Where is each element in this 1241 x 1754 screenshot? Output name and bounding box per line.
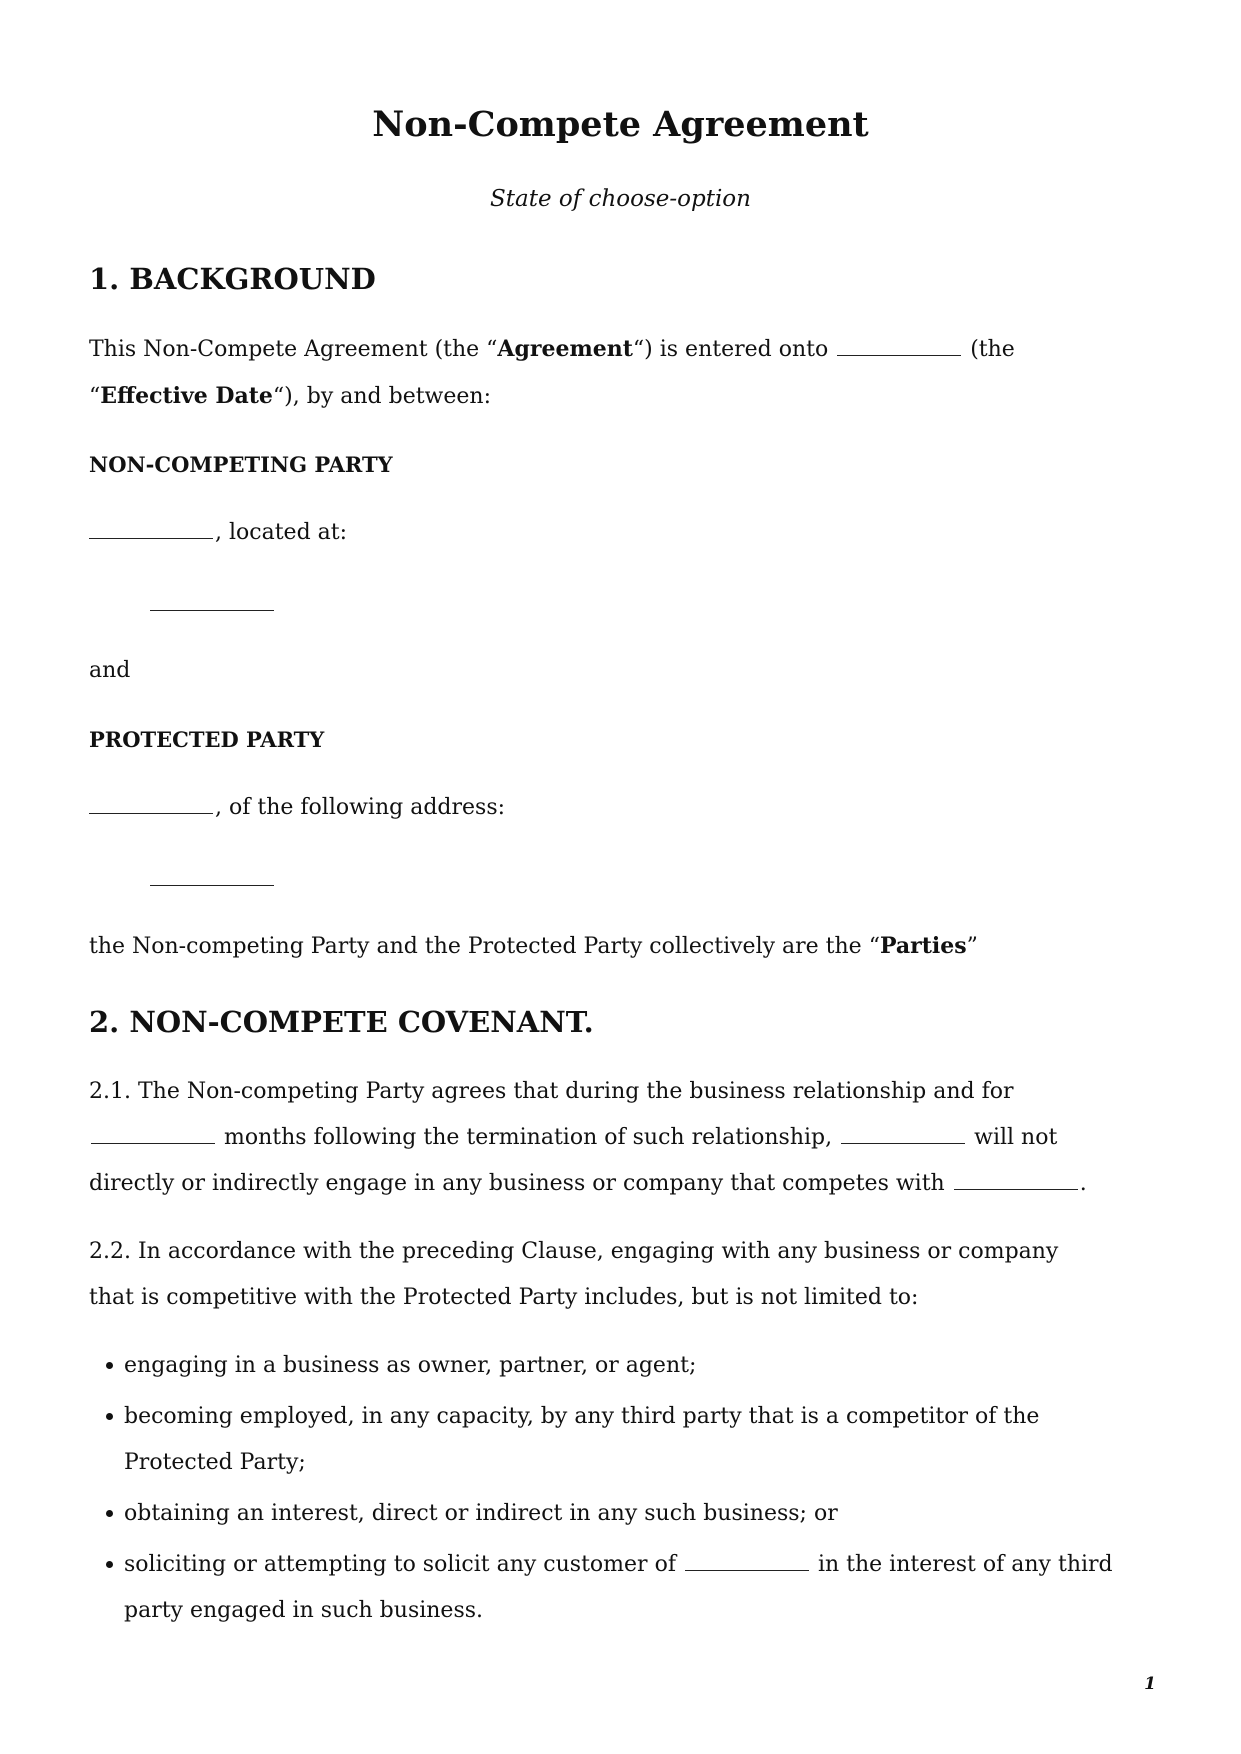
protected-party-label: PROTECTED PARTY — [89, 727, 325, 752]
effective-date-term: Effective Date — [100, 383, 273, 409]
non-competing-party-label: NON-COMPETING PARTY — [89, 452, 393, 477]
parties-text-a: the Non-competing Party and the Protected Party collectively are the “ — [89, 934, 880, 959]
section-1-heading: 1. BACKGROUND — [89, 262, 376, 296]
protected-party-blank[interactable] — [954, 1188, 1078, 1190]
clause-2-1-text-b: months following the termination of such relationship, — [217, 1125, 840, 1150]
list-item: engaging in a business as owner, partner, or agent; — [100, 1343, 1130, 1389]
parties-term: Parties — [879, 933, 967, 959]
protected-address-blank[interactable] — [150, 884, 274, 886]
bullet-icon — [106, 1561, 113, 1568]
list-item: becoming employed, in any capacity, by any third party that is a competitor of the Protected Party; — [100, 1394, 1130, 1486]
page-number: 1 — [1144, 1674, 1156, 1694]
and-text: and — [89, 658, 131, 683]
bullet-icon — [106, 1510, 113, 1517]
bullet-icon — [106, 1413, 113, 1420]
intro-text-c: “) is entered onto — [632, 337, 836, 362]
competitive-activities-list — [100, 1343, 1130, 1639]
parties-definition — [89, 923, 978, 970]
intro-text-d: (the “ — [89, 337, 1015, 409]
located-at-text: , located at: — [215, 520, 348, 545]
list-item: obtaining an interest, direct or indirect in any such business; or — [100, 1491, 1130, 1537]
agreement-term: Agreement — [497, 336, 633, 362]
protected-name-blank[interactable] — [89, 812, 213, 814]
section-2-heading: 2. NON-COMPETE COVENANT. — [89, 1005, 594, 1039]
clause-2-1-text-a: 2.1. The Non-competing Party agrees that during the business relationship and for — [89, 1079, 1014, 1104]
clause-2-1-text-d: . — [1079, 1171, 1087, 1196]
customer-blank[interactable] — [685, 1569, 809, 1571]
background-paragraph — [89, 326, 1089, 420]
parties-text-c: ” — [966, 934, 978, 959]
intro-text-a: This Non-Compete Agreement (the “ — [89, 337, 498, 362]
document-subtitle: State of choose-option — [490, 186, 751, 212]
months-blank[interactable] — [91, 1142, 215, 1144]
list-item: soliciting or attempting to solicit any customer of in the interest of any third party engaged in such business. — [100, 1542, 1130, 1634]
following-address-text: , of the following address: — [215, 795, 506, 820]
bullet-icon — [106, 1362, 113, 1369]
document-title: Non-Compete Agreement — [372, 104, 869, 145]
non-competing-address-blank[interactable] — [150, 609, 274, 611]
non-competing-name-blank[interactable] — [89, 537, 213, 539]
protected-party-line — [89, 785, 505, 831]
intro-text-f: “), by and between: — [272, 384, 491, 409]
non-competing-party-line — [89, 510, 347, 556]
clause-2-1-text-c: will not directly or indirectly engage in any business or company that competes with — [89, 1125, 1058, 1196]
clause-2-1 — [89, 1069, 1124, 1207]
non-competing-party-blank[interactable] — [841, 1142, 965, 1144]
effective-date-blank[interactable] — [837, 354, 961, 356]
clause-2-2: 2.2. In accordance with the preceding Clause, engaging with any business or company that is competitive with the Protected Party includes, but is not limited to: — [89, 1239, 1059, 1310]
